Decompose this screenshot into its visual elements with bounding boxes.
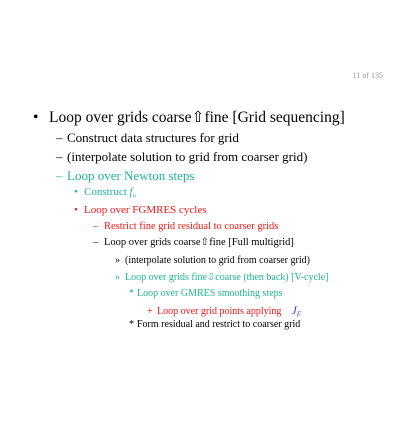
jacobian-symbol: $J_F$ — [291, 303, 302, 319]
outline-item-interpolate-solution — [56, 150, 307, 163]
item-text: Construct — [84, 186, 130, 198]
item-text: Construct data structures for grid — [67, 130, 239, 145]
asterisk-marker: * — [129, 288, 134, 299]
page-number: 11 of 135 — [352, 71, 383, 80]
outline-item-gmres-smoothing — [129, 289, 283, 299]
outline-item-v-cycle — [115, 273, 328, 283]
chevron-marker: » — [115, 272, 120, 283]
outline-item-interpolate-coarser — [115, 256, 310, 266]
item-text: Form residual and restrict to coarser grid — [137, 319, 301, 330]
item-text: Loop over grid points applying — [157, 306, 282, 317]
item-text: Loop over grids coarse⇧fine [Grid sequencing] — [49, 109, 345, 126]
item-text: Loop over FGMRES cycles — [84, 204, 207, 216]
residual-symbol: $f_n$ — [129, 186, 136, 200]
dash-marker: – — [93, 221, 99, 232]
dash-marker: – — [56, 168, 63, 183]
item-text: Loop over GMRES smoothing steps — [137, 288, 283, 299]
dash-marker: – — [93, 237, 99, 248]
outline-item-grid-sequencing — [33, 110, 345, 126]
item-text: Restrict fine grid residual to coarser grids — [104, 221, 279, 232]
dash-marker: – — [56, 149, 63, 164]
outline-item-restrict-residual — [93, 222, 278, 233]
outline-item-construct-data-structures — [56, 131, 239, 144]
asterisk-marker: * — [129, 319, 134, 330]
dash-marker: – — [56, 130, 63, 145]
outline-item-form-residual — [129, 320, 300, 330]
outline-item-full-multigrid — [93, 238, 294, 249]
item-text: Loop over Newton steps — [67, 168, 195, 183]
item-text: Loop over grids fine⇩coarse (then back) [V-cycle] — [125, 272, 329, 283]
item-text: Loop over grids coarse⇧fine [Full multigrid] — [104, 237, 294, 248]
item-text: (interpolate solution to grid from coarser grid) — [67, 149, 308, 164]
plus-marker: + — [147, 306, 153, 317]
outline-item-construct-fn — [74, 187, 136, 200]
item-text: (interpolate solution to grid from coarser grid) — [125, 255, 310, 266]
bullet-marker: • — [33, 109, 39, 126]
bullet-marker: • — [74, 186, 78, 198]
chevron-marker: » — [115, 255, 120, 266]
bullet-marker: • — [74, 204, 78, 216]
outline-item-fgmres-cycles — [74, 205, 207, 216]
outline-item-newton-steps — [56, 169, 194, 182]
outline-item-grid-points-jacobian — [147, 304, 301, 319]
